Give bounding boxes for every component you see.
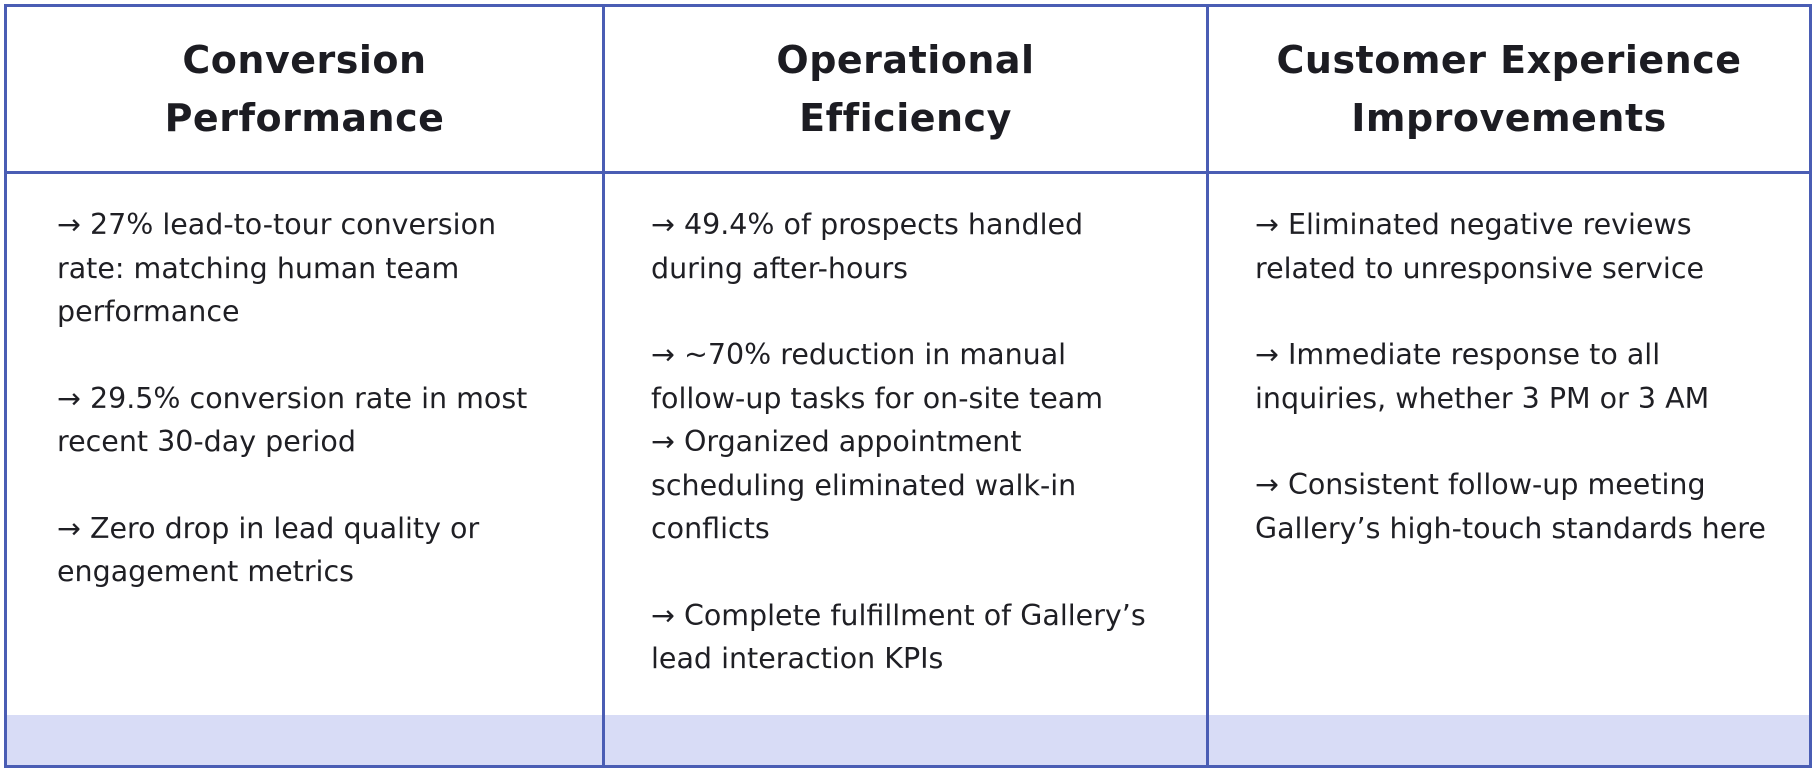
column-header-customer-experience	[1209, 7, 1809, 174]
footer-band	[7, 715, 602, 765]
list-item: → Consistent follow-up meeting Gallery’s high-touch standards here	[1255, 468, 1766, 545]
column-body-conversion	[7, 174, 605, 765]
column-title-conversion-performance: Conversion Performance	[164, 38, 445, 140]
footer-band	[1209, 715, 1809, 765]
column-title-operational-efficiency: Operational Efficiency	[776, 38, 1035, 140]
list-item: → ~70% reduction in manual follow-up tasks for on-site team	[651, 338, 1103, 415]
list-item: → Zero drop in lead quality or engagement metrics	[57, 511, 480, 588]
column-header-conversion	[7, 7, 605, 174]
list-item: → Complete fulfillment of Gallery’s lead interaction KPIs	[651, 598, 1146, 675]
column-header-operational	[605, 7, 1209, 174]
list-item: → 49.4% of prospects handled during after-hours	[651, 208, 1084, 285]
list-item: → Organized appointment scheduling eliminated walk-in conflicts	[651, 425, 1077, 545]
column-title-customer-experience-improvements: Customer Experience Improvements	[1276, 38, 1742, 140]
list-item: → 29.5% conversion rate in most recent 30-day period	[57, 381, 528, 458]
footer-band	[605, 715, 1206, 765]
results-table	[4, 4, 1812, 768]
list-item: → Immediate response to all inquiries, whether 3 PM or 3 AM	[1255, 338, 1710, 415]
column-body-customer-experience	[1209, 174, 1809, 765]
list-item: → 27% lead-to-tour conversion rate: matching human team performance	[57, 208, 497, 328]
list-item: → Eliminated negative reviews related to unresponsive service	[1255, 208, 1705, 285]
column-body-operational	[605, 174, 1209, 765]
